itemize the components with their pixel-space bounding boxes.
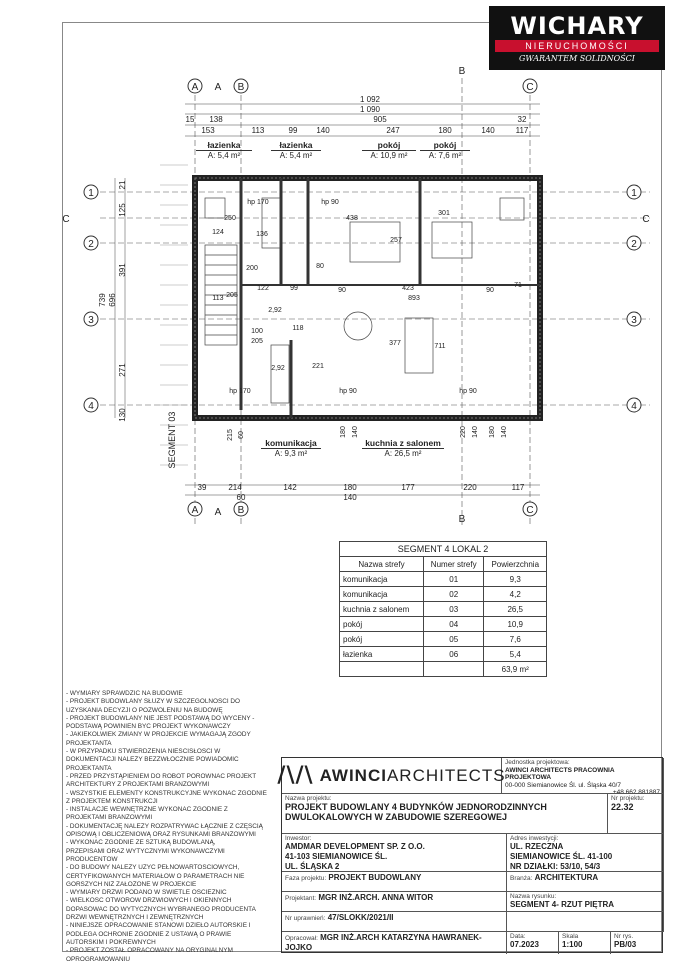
- date-cell: Data: 07.2023: [507, 932, 559, 954]
- svg-text:205: 205: [251, 338, 263, 345]
- dim-top-total: 1 092: [359, 95, 381, 104]
- dim-bottom-6: 117: [511, 483, 525, 492]
- dim-top-inner: 1 090: [359, 105, 381, 114]
- interior-dimensions: [212, 199, 522, 441]
- dim-left-0: 739: [98, 293, 107, 307]
- svg-text:250: 250: [224, 215, 236, 222]
- sheet-number-cell: Nr rys. PB/03: [614, 933, 637, 949]
- svg-text:423: 423: [402, 285, 414, 292]
- svg-text:136: 136: [256, 231, 268, 238]
- axis-3-right: 3: [631, 315, 637, 326]
- svg-text:221: 221: [312, 363, 324, 370]
- svg-text:90: 90: [338, 287, 346, 294]
- dim-bottom-4: 177: [401, 483, 415, 492]
- license-cell: Nr uprawnień: 47/SLOKK/2021/II: [282, 912, 507, 932]
- dim-bottom2-1: 140: [343, 493, 357, 502]
- dim-bottom-0: 39: [197, 483, 207, 492]
- svg-text:180: 180: [340, 426, 347, 438]
- building-walls: [195, 178, 540, 418]
- table-row: komunikacja 01 9,3: [340, 572, 547, 587]
- table-header: Powierzchnia: [484, 557, 547, 572]
- axis-b-top: B: [237, 82, 245, 93]
- svg-text:2,92: 2,92: [271, 365, 285, 372]
- svg-text:hp 90: hp 90: [339, 388, 357, 395]
- general-notes: - WYMIARY SPRAWDZIĆ NA BUDOWIE - PROJEKT BUDOWLANY SŁUŻY W SZCZEGÓLNOŚCI DO UZYSKANIA DECYZJI O POZWOLENIU NA BUDOWĘ - PROJEKT BUDOWLANY NIE JEST PODSTAWĄ DO WYCENY - PODSTAWĄ POWINIEN BYĆ PROJEKT WYKONAWCZY - JAKIEKOLWIEK ZMIANY W PROJEKCIE WYMAGAJĄ ZGODY PROJEKTANTA - W PRZYPADKU STWIERDZENIA NIEŚCISŁOŚCI W DOKUMENTACJI NALEŻY BEZZWŁOCZNIE POWIADOMIĆ PROJEKTANTA - PRZED PRZYSTĄPIENIEM DO ROBÓT PORÓWNAĆ PROJEKT ARCHITEKTURY Z PROJEKTAMI BRANŻOWYMI - WSZYSTKIE ELEMENTY KONSTRUKCYJNE WYKONAĆ ZGODNIE Z PROJEKTEM KONSTRUKCJI - INSTALACJE WEWNĘTRZNE WYKONAĆ ZGODNIE Z PROJEKTAMI BRANŻOWYMI - DOKUMENTACJĘ NALEŻY ROZPATRYWAĆ ŁĄCZNIE Z CZĘŚCIĄ OPISOWĄ I OBLICZENIOWĄ ORAZ RYSUNKAMI BRANŻOWYMI - WYKONAĆ ZGODNIE ZE SZTUKĄ BUDOWLANĄ, PRZEPISAMI ORAZ WYTYCZNYMI WYKONAWCZYMI PRODUCENTÓW - DO BUDOWY NALEŻY UŻYĆ PEŁNOWARTOŚCIOWYCH, CERTYFIKOWANYCH MATERIAŁÓW O PARAMETRACH NIE GORSZYCH NIŻ ZAŁOŻONE W PROJEKCIE - WYMIARY DRZWI PODANO W ŚWIETLE OŚCIEŻNIC - WIELKOŚĆ OTWORÓW DRZWIOWYCH I OKIENNYCH DOPASOWAĆ DO WYTYCZNYCH WYBRANEGO PRODUCENTA DRZWI WEWNĘTRZNYCH I ZEWNĘTRZNYCH - NINIEJSZE OPRACOWANIE STANOWI DZIEŁO AUTORSKIE I PODLEGA OCHRONIE ZGODNIE Z USTAWĄ O PRAWIE AUTORSKIM I POKREWNYCH - PROJEKT ZOSTAŁ OPRACOWANY NA ORYGINALNYM OPROGRAMOWANIU: [66, 690, 267, 963]
- table-row: pokój 04 10,9: [340, 617, 547, 632]
- dim-row2-3: 140: [316, 126, 330, 135]
- room-label-lazienka: łazienka A: 5,4 m²: [271, 140, 321, 161]
- axis-4-left: 4: [88, 401, 94, 412]
- dim-bottom2-0: 60: [236, 493, 246, 502]
- svg-text:hp 170: hp 170: [229, 388, 251, 395]
- svg-text:hp 170: hp 170: [247, 199, 269, 206]
- dim-bottom-3: 180: [343, 483, 357, 492]
- svg-text:220: 220: [460, 426, 467, 438]
- table-title: SEGMENT 4 LOKAL 2: [339, 541, 547, 556]
- dim-left-5: 125: [118, 203, 127, 217]
- project-name-cell: Nazwa projektu: PROJEKT BUDOWLANY 4 BUDYNKÓW JEDNORODZINNYCH DWULOKALOWYCH W ZABUDOWIE SZEREGOWEJ: [282, 794, 608, 834]
- axis-c-top: C: [526, 82, 534, 93]
- room-label-kuchnia-z-salonem: kuchnia z salonem A: 26,5 m²: [362, 438, 444, 459]
- dim-left-6: 130: [118, 408, 127, 422]
- svg-text:257: 257: [390, 237, 402, 244]
- dim-bottom-1: 214: [228, 483, 242, 492]
- svg-text:122: 122: [257, 285, 269, 292]
- svg-text:180: 180: [489, 426, 496, 438]
- section-b-top: B: [458, 66, 466, 77]
- dim-left-3: 271: [118, 363, 127, 377]
- table-row: pokój 05 7,6: [340, 632, 547, 647]
- section-c-right: C: [642, 214, 650, 225]
- dim-top-2: 905: [373, 115, 387, 124]
- axis-2-left: 2: [88, 239, 94, 250]
- axis-bubbles: [62, 66, 649, 525]
- logo-tagline: GWARANTEM SOLIDNOŚCI: [519, 54, 635, 63]
- svg-text:90: 90: [486, 287, 494, 294]
- section-b-bottom: B: [458, 514, 466, 525]
- axis-a-top: A: [191, 82, 199, 93]
- section-a-bottom: A: [214, 507, 222, 518]
- axis-a-bottom: A: [191, 505, 199, 516]
- branch-cell: Branża: ARCHITEKTURA: [507, 872, 664, 892]
- svg-text:200: 200: [246, 265, 258, 272]
- svg-text:301: 301: [438, 210, 450, 217]
- dim-row2-0: 153: [201, 126, 215, 135]
- table-total: 63,9 m²: [484, 662, 547, 677]
- address-cell: Adres inwestycji: UL. RZECZNA SIEMIANOWICE ŚL. 41-100 NR DZIAŁKI: 53/10, 54/3: [507, 834, 664, 872]
- dim-bottom-5: 220: [463, 483, 477, 492]
- project-number-cell: Nr projektu: 22.32: [608, 794, 664, 834]
- dim-top-0: 15: [185, 115, 195, 124]
- svg-text:140: 140: [501, 426, 508, 438]
- dim-row2-4: 247: [386, 126, 400, 135]
- dim-top-4: 117: [515, 126, 529, 135]
- dim-top-3: 32: [517, 115, 527, 124]
- svg-text:205: 205: [226, 292, 238, 299]
- segment-area-table: [339, 541, 547, 677]
- awinci-logo: /\/\ AWINCI ARCHITECTS: [282, 758, 502, 794]
- segment-label: SEGMENT 03: [167, 411, 177, 469]
- awinci-mark-icon: /\/\: [277, 763, 314, 788]
- dim-bottom-2: 142: [283, 483, 297, 492]
- section-c-left: C: [62, 214, 70, 225]
- axis-2-right: 2: [631, 239, 637, 250]
- logo-subtitle: NIERUCHOMOŚCI: [495, 40, 659, 52]
- room-label-komunikacja-01: komunikacja A: 9,3 m²: [261, 438, 321, 459]
- table-total-row: [340, 662, 547, 677]
- dim-row2-1: 113: [251, 126, 265, 135]
- axis-1-right: 1: [631, 188, 637, 199]
- table-row: komunikacja 02 4,2: [340, 587, 547, 602]
- svg-text:124: 124: [212, 229, 224, 236]
- scale-cell: Skala 1:100: [559, 932, 611, 954]
- table-header: Numer strefy: [423, 557, 484, 572]
- room-label-pokoj-04: pokój A: 10,9 m²: [362, 140, 416, 161]
- author-cell: Opracował: MGR INŻ.ARCH KATARZYNA HAWRANEK-JOJKO: [282, 932, 507, 954]
- table-header-row: [340, 557, 547, 572]
- svg-text:113: 113: [212, 295, 224, 302]
- title-block: [277, 757, 663, 953]
- axis-c-bottom: C: [526, 505, 534, 516]
- svg-text:140: 140: [472, 426, 479, 438]
- room-label-komunikacja-02: łazienka A: 5,4 m²: [196, 140, 252, 161]
- logo-brand: WICHARY: [510, 12, 644, 40]
- axis-4-right: 4: [631, 401, 637, 412]
- svg-text:140: 140: [352, 426, 359, 438]
- svg-text:80: 80: [316, 263, 324, 270]
- drawing-blank-cell: [507, 912, 664, 932]
- svg-text:hp 90: hp 90: [459, 388, 477, 395]
- svg-text:711: 711: [434, 343, 446, 350]
- axis-1-left: 1: [88, 188, 94, 199]
- furniture: [205, 198, 524, 403]
- svg-text:118: 118: [292, 325, 304, 332]
- table-row: łazienka 06 5,4: [340, 647, 547, 662]
- dim-top-1: 138: [209, 115, 223, 124]
- drawing-name-cell: Nazwa rysunku: SEGMENT 4- RZUT PIĘTRA: [507, 892, 664, 912]
- svg-text:100: 100: [251, 328, 263, 335]
- svg-text:60: 60: [238, 431, 245, 439]
- dim-left-2: 391: [118, 263, 127, 277]
- dim-left-1: 696: [108, 293, 117, 307]
- investor-cell: Inwestor: AMDMAR DEVELOPMENT SP. Z O.O. 41-103 SIEMIANOWICE ŚL. UL. ŚLĄSKA 2: [282, 834, 507, 872]
- dim-row2-5: 180: [438, 126, 452, 135]
- section-a-top: A: [214, 82, 222, 93]
- table-row: kuchnia z salonem 03 26,5: [340, 602, 547, 617]
- phase-cell: Faza projektu: PROJEKT BUDOWLANY: [282, 872, 507, 892]
- svg-text:377: 377: [389, 340, 401, 347]
- svg-text:99: 99: [290, 285, 298, 292]
- axis-3-left: 3: [88, 315, 94, 326]
- svg-text:438: 438: [346, 215, 358, 222]
- svg-text:71: 71: [514, 282, 522, 289]
- room-label-pokoj-05: pokój A: 7,6 m²: [420, 140, 470, 161]
- axis-b-bottom: B: [237, 505, 245, 516]
- firm-unit-cell: Jednostka projektowa: AWINCI ARCHITECTS PRACOWNIA PROJEKTOWA 00-000 Siemianowice Śl. ul. Śląska 40/7 +48 662 881887: [502, 758, 664, 794]
- svg-text:hp 90: hp 90: [321, 199, 339, 206]
- designer-cell: Projektant: MGR INŻ.ARCH. ANNA WITOR: [282, 892, 507, 912]
- svg-text:215: 215: [227, 429, 234, 441]
- dim-row2-2: 99: [288, 126, 298, 135]
- table-header: Nazwa strefy: [340, 557, 424, 572]
- dim-left-4: 21: [118, 180, 127, 190]
- dim-row2-6: 140: [481, 126, 495, 135]
- svg-text:893: 893: [408, 295, 420, 302]
- svg-text:2,92: 2,92: [268, 307, 282, 314]
